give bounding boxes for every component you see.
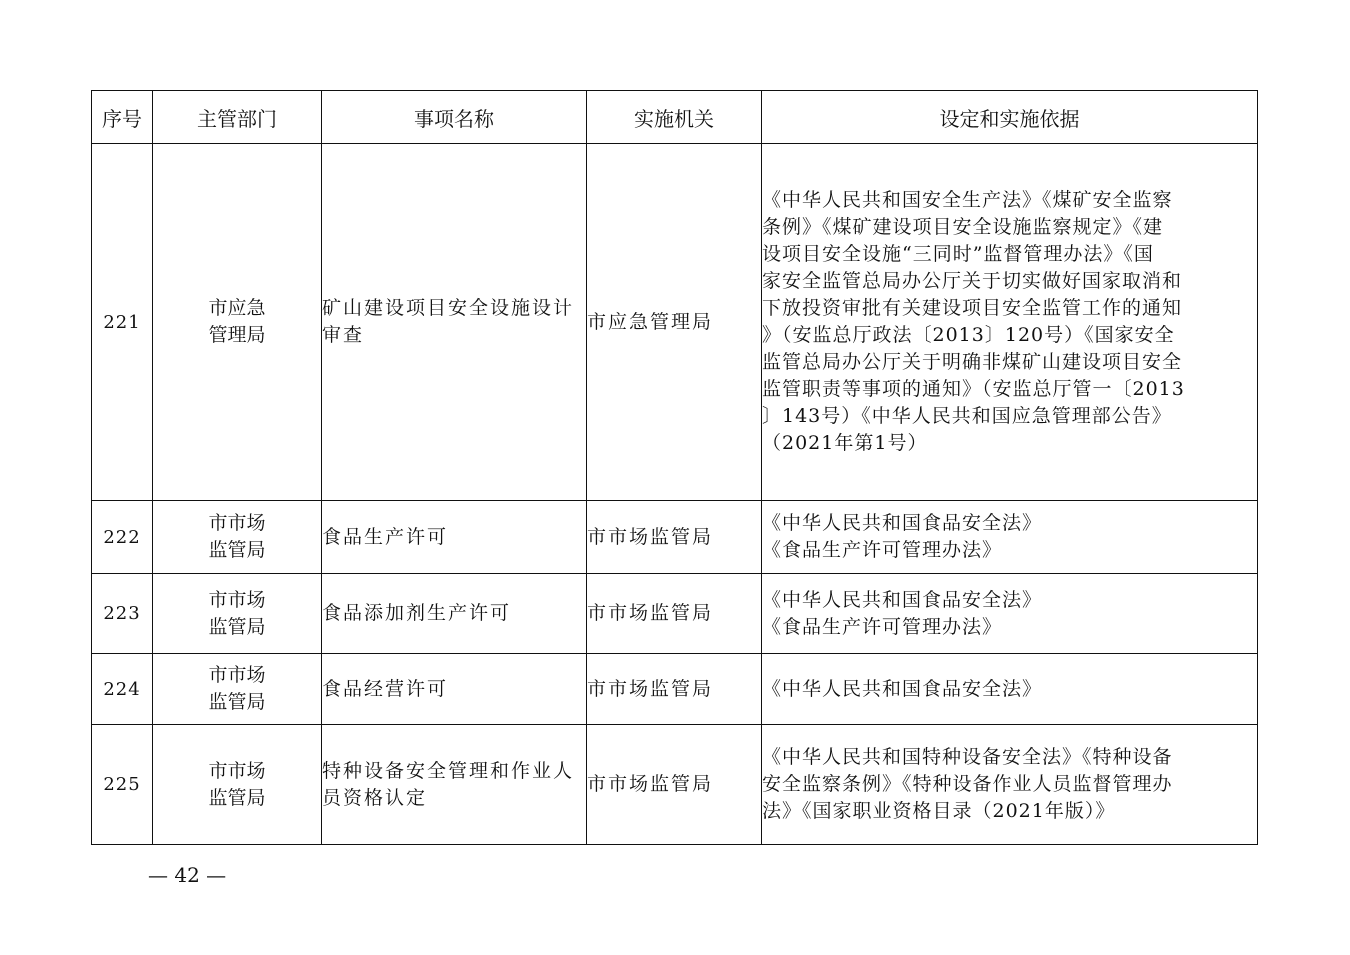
cell-item: 矿山建设项目安全设施设计审查 — [322, 144, 587, 501]
cell-item: 特种设备安全管理和作业人员资格认定 — [322, 725, 587, 845]
table-row — [92, 501, 1258, 574]
page-number: — 42 — — [148, 863, 227, 887]
cell-basis — [762, 501, 1258, 574]
dept-line: 监管局 — [208, 786, 266, 809]
cell-org: 市市场监管局 — [587, 654, 762, 725]
cell-item: 食品添加剂生产许可 — [322, 574, 587, 654]
basis-line: 〕143号）《中华人民共和国应急管理部公告》 — [762, 405, 1172, 427]
table-row — [92, 144, 1258, 501]
basis-line: 法》《国家职业资格目录（2021年版）》 — [762, 800, 1116, 822]
table-row — [92, 574, 1258, 654]
cell-seq: 225 — [92, 725, 153, 845]
basis-line: 下放投资审批有关建设项目安全监管工作的通知 — [762, 297, 1183, 319]
basis-line: 监管总局办公厅关于明确非煤矿山建设项目安全 — [762, 351, 1183, 373]
basis-line: 安全监察条例》《特种设备作业人员监督管理办 — [762, 773, 1173, 795]
cell-basis — [762, 574, 1258, 654]
cell-dept — [153, 501, 322, 574]
dept-line: 监管局 — [208, 691, 266, 713]
basis-line: 》（安监总厅政法〔2013〕120号）《国家安全 — [762, 324, 1175, 346]
cell-seq: 223 — [92, 574, 153, 654]
basis-line: 家安全监管总局办公厅关于切实做好国家取消和 — [762, 270, 1183, 292]
cell-org: 市市场监管局 — [587, 725, 762, 845]
cell-item: 食品生产许可 — [322, 501, 587, 574]
cell-seq: 224 — [92, 654, 153, 725]
basis-line: 设项目安全设施“三同时”监督管理办法》《国 — [762, 243, 1154, 265]
cell-dept — [153, 725, 322, 845]
dept-line: 监管局 — [208, 615, 266, 638]
cell-seq: 221 — [92, 144, 153, 501]
header-org: 实施机关 — [587, 91, 762, 144]
dept-line: 管理局 — [208, 324, 266, 346]
basis-line: 《食品生产许可管理办法》 — [762, 615, 1003, 638]
cell-basis — [762, 725, 1258, 845]
cell-dept — [153, 144, 322, 501]
header-basis: 设定和实施依据 — [762, 91, 1258, 144]
cell-org: 市应急管理局 — [587, 144, 762, 501]
table-header-row — [92, 91, 1258, 144]
dept-line: 市市场 — [208, 759, 266, 782]
header-seq: 序号 — [92, 91, 153, 144]
basis-line: 《中华人民共和国食品安全法》 — [762, 588, 1043, 611]
items-table — [91, 90, 1258, 845]
header-item: 事项名称 — [322, 91, 587, 144]
basis-line: 《中华人民共和国食品安全法》 — [762, 677, 1043, 700]
dept-line: 市市场 — [208, 664, 266, 686]
header-dept: 主管部门 — [153, 91, 322, 144]
cell-item: 食品经营许可 — [322, 654, 587, 725]
cell-dept — [153, 654, 322, 725]
basis-line: 《食品生产许可管理办法》 — [762, 539, 1003, 561]
cell-basis — [762, 144, 1258, 501]
cell-org: 市市场监管局 — [587, 501, 762, 574]
basis-line: 监管职责等事项的通知》（安监总厅管一〔2013 — [762, 378, 1185, 400]
table-row — [92, 725, 1258, 845]
basis-line: （2021年第1号） — [762, 432, 928, 454]
basis-line: 条例》《煤矿建设项目安全设施监察规定》《建 — [762, 216, 1164, 238]
dept-line: 监管局 — [208, 539, 266, 561]
dept-line: 市市场 — [208, 588, 266, 611]
basis-line: 《中华人民共和国食品安全法》 — [762, 512, 1043, 534]
table-row — [92, 654, 1258, 725]
basis-line: 《中华人民共和国特种设备安全法》《特种设备 — [762, 746, 1173, 768]
cell-org: 市市场监管局 — [587, 574, 762, 654]
cell-dept — [153, 574, 322, 654]
dept-line: 市市场 — [208, 512, 266, 534]
cell-basis — [762, 654, 1258, 725]
cell-seq: 222 — [92, 501, 153, 574]
table-body — [92, 144, 1258, 845]
dept-line: 市应急 — [208, 297, 266, 319]
basis-line: 《中华人民共和国安全生产法》《煤矿安全监察 — [762, 189, 1173, 211]
